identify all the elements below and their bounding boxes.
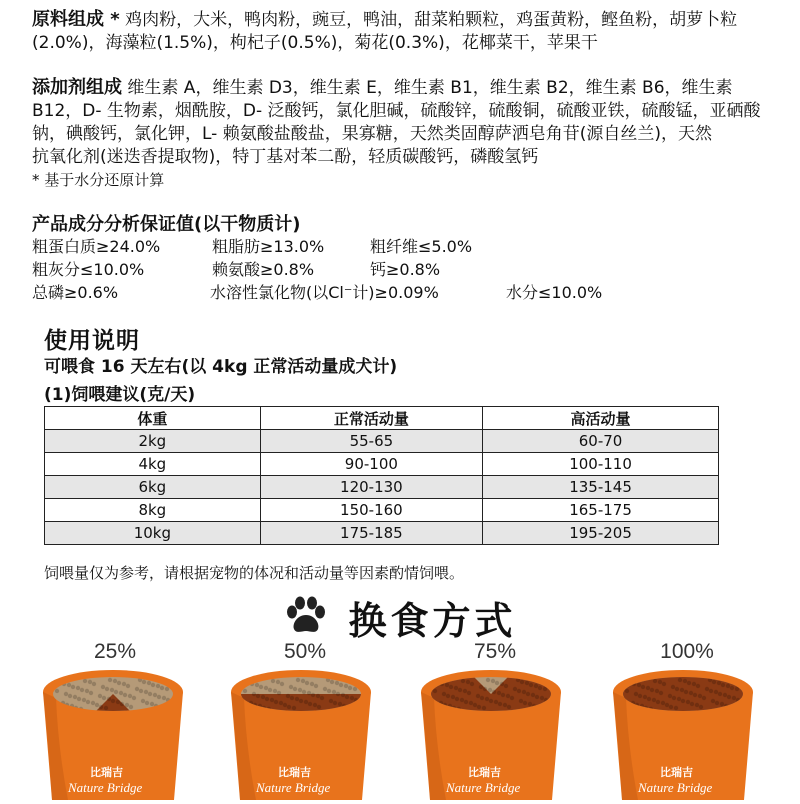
table-cell: 195-205 <box>483 522 719 545</box>
additives-text-2: B12，D- 生物素，烟酰胺，D- 泛酸钙，氯化胆碱，硫酸锌，硫酸铜，硫酸亚铁，硫酸锰，亚硒酸 <box>32 101 761 121</box>
table-cell: 100-110 <box>483 453 719 476</box>
analysis-row-1 <box>32 235 602 258</box>
bowl-brand-en: Nature Bridge <box>638 780 713 795</box>
additives-text-1: 维生素 A，维生素 D3，维生素 E，维生素 B1，维生素 B2，维生素 B6，维生素 <box>127 78 733 98</box>
additives-line-1 <box>32 76 772 100</box>
bowl-graphic <box>608 668 758 800</box>
food-bowl <box>608 668 758 804</box>
usage-subtitle: 可喂食 16 天左右(以 4kg 正常活动量成犬计) <box>44 357 398 377</box>
food-bowl <box>38 668 188 804</box>
bowl-graphic <box>38 668 188 800</box>
analysis-item: 粗蛋白质≥24.0% <box>32 237 161 256</box>
analysis-item: 总磷≥0.6% <box>32 283 119 302</box>
table-cell: 6kg <box>45 476 261 499</box>
table-cell: 4kg <box>45 453 261 476</box>
table-cell: 10kg <box>45 522 261 545</box>
usage-title: 使用说明 <box>44 328 140 354</box>
table-row <box>45 430 719 453</box>
stage-percent: 25% <box>93 640 137 663</box>
bowl-brand-cn: 比瑞吉 <box>278 767 311 779</box>
feeding-note: 饲喂量仅为参考，请根据宠物的体况和活动量等因素酌情饲喂。 <box>44 564 465 582</box>
analysis-item: 钙≥0.8% <box>370 260 441 279</box>
analysis-item: 水溶性氯化物(以Cl⁻计)≥0.09% <box>210 283 439 302</box>
analysis-item: 水分≤10.0% <box>506 283 603 302</box>
paw-icon <box>283 596 329 640</box>
table-cell: 120-130 <box>260 476 482 499</box>
table-row <box>45 476 719 499</box>
bowl-graphic <box>226 668 376 800</box>
analysis-row-2 <box>32 258 602 281</box>
transition-header <box>0 590 800 645</box>
stage-percent: 75% <box>473 640 517 663</box>
stage-percent: 50% <box>283 640 327 663</box>
additives-footnote: * 基于水分还原计算 <box>32 171 165 189</box>
table-row <box>45 499 719 522</box>
table-header-row <box>45 407 719 430</box>
additives-section <box>32 76 772 192</box>
bowl-brand-en: Nature Bridge <box>446 780 521 795</box>
table-cell: 55-65 <box>260 430 482 453</box>
additives-text-3: 钠，碘酸钙，氯化钾，L- 赖氨酸盐酸盐，果寡糖，天然类固醇萨洒皂角苷(源自丝兰)，天然 <box>32 124 712 144</box>
table-header: 高活动量 <box>483 407 719 430</box>
food-bowl <box>226 668 376 804</box>
table-row <box>45 453 719 476</box>
additives-label: 添加剂组成 <box>32 77 122 98</box>
bowl-brand-en: Nature Bridge <box>68 780 143 795</box>
table-cell: 90-100 <box>260 453 482 476</box>
table-header: 正常活动量 <box>260 407 482 430</box>
analysis-grid <box>32 235 602 304</box>
feeding-table-caption: (1)饲喂建议(克/天) <box>44 385 196 405</box>
table-header: 体重 <box>45 407 261 430</box>
table-cell: 60-70 <box>483 430 719 453</box>
analysis-row-3 <box>32 281 602 304</box>
ingredients-section <box>32 8 772 55</box>
bowl-brand-cn: 比瑞吉 <box>660 767 693 779</box>
analysis-title: 产品成分分析保证值(以干物质计) <box>32 214 301 235</box>
ingredients-text-1: 鸡肉粉，大米，鸭肉粉，豌豆，鸭油，甜菜粕颗粒，鸡蛋黄粉，鲣鱼粉，胡萝卜粒 <box>125 10 738 30</box>
ingredients-text-2: (2.0%)，海藻粒(1.5%)，枸杞子(0.5%)，菊花(0.3%)，花椰菜干，苹果干 <box>32 33 598 53</box>
analysis-item: 粗灰分≤10.0% <box>32 260 145 279</box>
food-bowl <box>416 668 566 804</box>
table-cell: 150-160 <box>260 499 482 522</box>
bowl-brand-cn: 比瑞吉 <box>468 767 501 779</box>
ingredients-label: 原料组成 * <box>32 9 120 30</box>
transition-title: 换食方式 <box>348 599 517 643</box>
additives-text-4: 抗氧化剂(迷迭香提取物)，特丁基对苯二酚，轻质碳酸钙，磷酸氢钙 <box>32 147 539 167</box>
table-row <box>45 522 719 545</box>
bowl-graphic <box>416 668 566 800</box>
feeding-table <box>44 406 719 545</box>
ingredients-line-1 <box>32 8 772 32</box>
table-cell: 2kg <box>45 430 261 453</box>
analysis-item: 赖氨酸≥0.8% <box>212 260 315 279</box>
table-cell: 175-185 <box>260 522 482 545</box>
stage-percent: 100% <box>660 640 714 663</box>
bowl-brand-cn: 比瑞吉 <box>90 767 123 779</box>
table-cell: 135-145 <box>483 476 719 499</box>
analysis-item: 粗脂肪≥13.0% <box>212 237 325 256</box>
table-cell: 8kg <box>45 499 261 522</box>
bowl-brand-en: Nature Bridge <box>256 780 331 795</box>
analysis-item: 粗纤维≤5.0% <box>370 237 473 256</box>
table-cell: 165-175 <box>483 499 719 522</box>
